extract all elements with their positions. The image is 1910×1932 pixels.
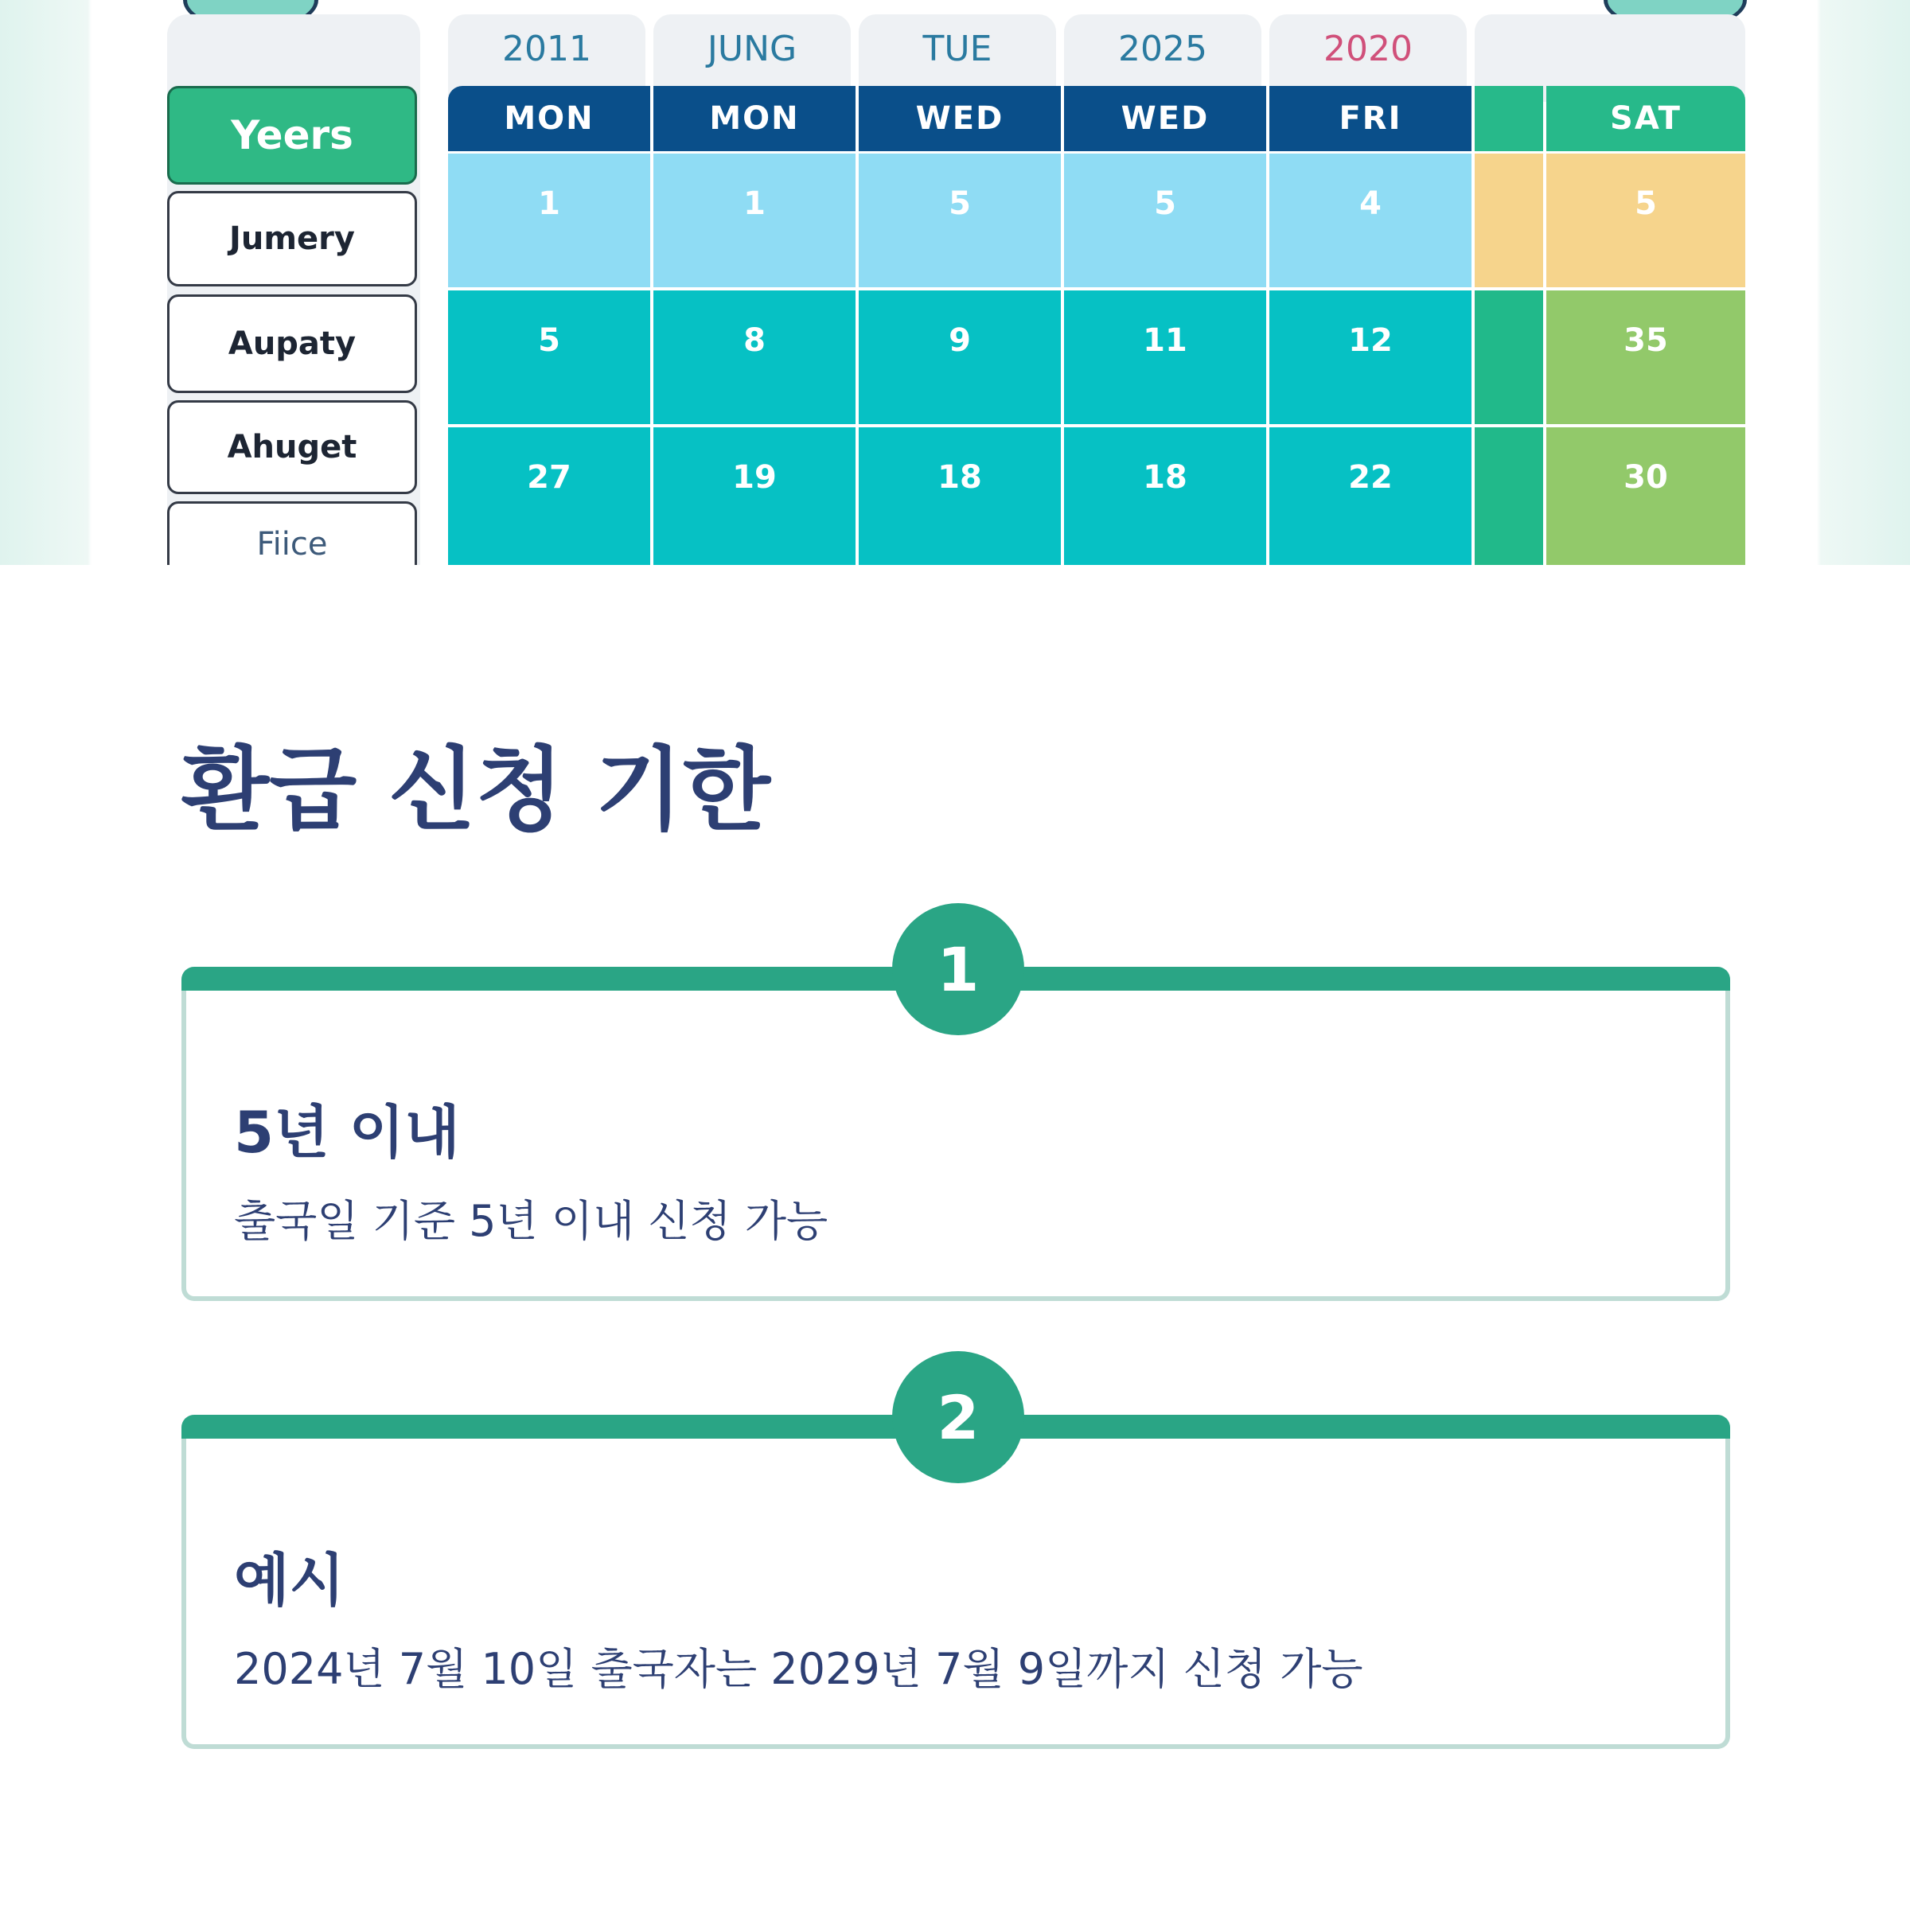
card-heading: 5년 이내	[234, 1099, 460, 1166]
calendar-cell: 30	[1546, 427, 1745, 565]
calendar-cell-blank	[1475, 154, 1543, 287]
calendar-cell: 27	[448, 427, 650, 565]
calendar-cell-blank	[1475, 290, 1543, 424]
card-heading: 예시	[234, 1547, 345, 1614]
card-description: 2024년 7월 10일 출국자는 2029년 7월 9일까지 신청 가능	[234, 1644, 1363, 1694]
step-number-badge: 2	[892, 1351, 1024, 1483]
calendar-illustration	[0, 0, 1910, 565]
day-header: MON	[653, 86, 856, 151]
day-header: WED	[1064, 86, 1266, 151]
calendar-grid	[448, 14, 1745, 565]
calendar-cell: 22	[1269, 427, 1471, 565]
calendar-cell: 5	[1064, 154, 1266, 287]
calendar-top-label: 2011	[448, 14, 645, 102]
sidebar-item-aupaty: Aupaty	[167, 294, 417, 393]
calendar-cell: 19	[653, 427, 856, 565]
calendar-top-label: 2020	[1269, 14, 1467, 102]
calendar-cell: 4	[1269, 154, 1471, 287]
calendar-cell: 11	[1064, 290, 1266, 424]
day-header-blank	[1475, 86, 1543, 151]
calendar-cell: 12	[1269, 290, 1471, 424]
sidebar-item-fiice: Fiice	[167, 501, 417, 565]
day-header: SAT	[1546, 86, 1745, 151]
calendar-cell: 8	[653, 290, 856, 424]
info-card-2	[181, 1381, 1730, 1749]
calendar-cell: 35	[1546, 290, 1745, 424]
card-description: 출국일 기준 5년 이내 신청 가능	[234, 1196, 828, 1246]
calendar-cell: 18	[859, 427, 1061, 565]
calendar-cell-blank	[1475, 427, 1543, 565]
calendar-cell: 1	[448, 154, 650, 287]
calendar-cell: 5	[1546, 154, 1745, 287]
sidebar-item-jumery: Jumery	[167, 191, 417, 286]
calendar-top-label: 2025	[1064, 14, 1261, 102]
sidebar-item-years: Yeers	[167, 86, 417, 185]
sidebar-item-ahuget: Ahuget	[167, 400, 417, 494]
calendar-cell: 5	[859, 154, 1061, 287]
calendar-top-label: TUE	[859, 14, 1056, 102]
info-card-1	[181, 933, 1730, 1301]
calendar-cell: 9	[859, 290, 1061, 424]
calendar-top-label: JUNG	[653, 14, 851, 102]
calendar-cell: 1	[653, 154, 856, 287]
day-header: WED	[859, 86, 1061, 151]
day-header: MON	[448, 86, 650, 151]
section-title: 환급 신청 기한	[181, 737, 771, 843]
calendar-cell: 18	[1064, 427, 1266, 565]
calendar-cell: 5	[448, 290, 650, 424]
step-number-badge: 1	[892, 903, 1024, 1035]
day-header: FRI	[1269, 86, 1471, 151]
